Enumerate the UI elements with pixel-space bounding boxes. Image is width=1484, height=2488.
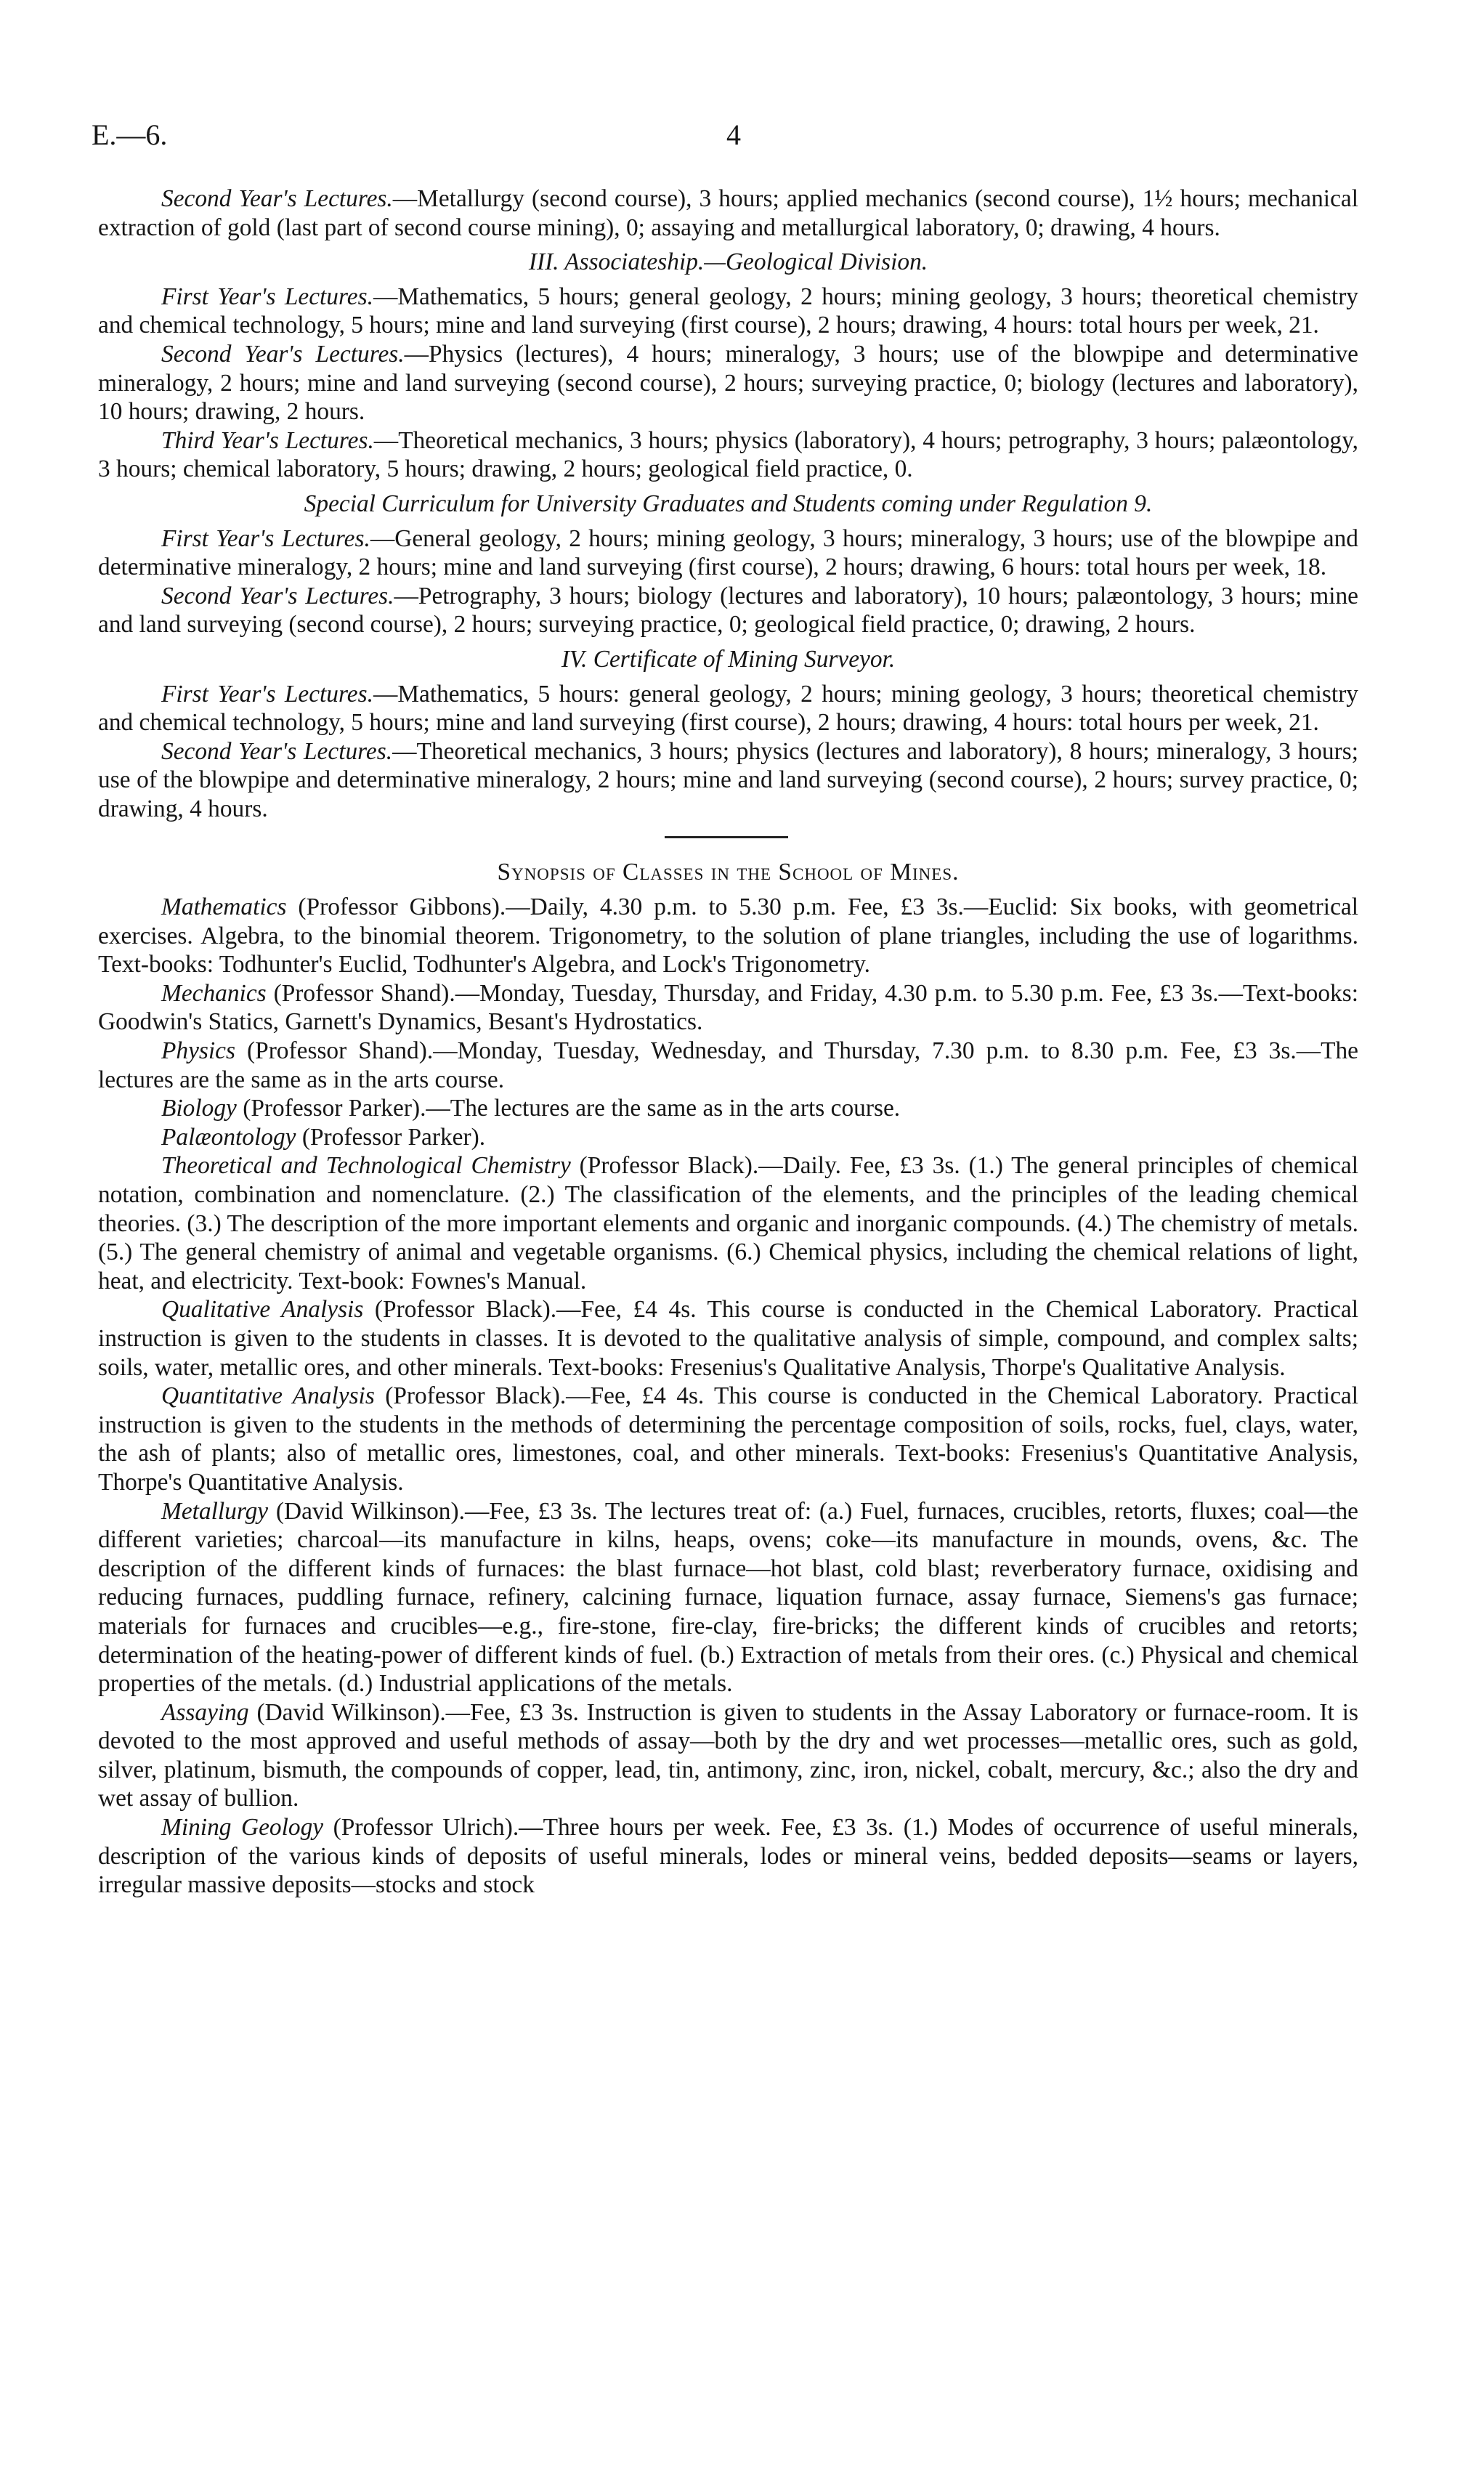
paragraph-text: —Physics (lectures), 4 hours; mineralogy, 3 hours; use of the blowpipe and determinative mineralogy, 2 hours; mine and land surveying (second course), 2 hours; surveying practice, 0; biology (lectures and laboratory), 10 hours; drawing, 2 hours.: [98, 340, 1358, 426]
text-column: [98, 185, 1358, 1900]
class-description: (David Wilkinson).—Fee, £3 3s. Instruction is given to students in the Assay Laboratory or furnace-room. It is devoted to the most approved and useful methods of assay—both by the dry and wet processes—metallic ores, such as gold, silver, platinum, bismuth, the compounds of copper, lead, tin, antimony, zinc, iron, nickel, cobalt, mercury, &c.; also the dry and wet assay of bullion.: [98, 1698, 1358, 1812]
section-heading-special-curriculum: Special Curriculum for University Graduates and Students coming under Regulation 9.: [304, 490, 1153, 517]
class-description: (Professor Black).—Daily. Fee, £3 3s. (1.) The general principles of chemical notation, combination and nomenclature. (2.) The classification of the elements, and the principles of the leading chemical theories. (3.) The description of the more important elements and organic and inorganic compounds. (4.) The chemistry of metals. (5.) The general chemistry of animal and vegetable organisms. (6.) Chemical physics, including the chemical relations of light, heat, and electricity. Text-book: Fownes's Manual.: [98, 1152, 1358, 1294]
class-entry-biology: [98, 1094, 1358, 1123]
class-name: Qualitative Analysis: [161, 1296, 364, 1324]
paragraph-label: Second Year's Lectures.: [161, 340, 405, 368]
class-description: (Professor Shand).—Monday, Tuesday, Wednesday, and Thursday, 7.30 p.m. to 8.30 p.m. Fee, £3 3s.—The lectures are the same as in the arts course.: [98, 1037, 1358, 1093]
class-description: (Professor Black).—Fee, £4 4s. This course is conducted in the Chemical Laboratory. Practical instruction is given to the students in classes. It is devoted to the qualitative analysis of simple, compound, and complex salts; soils, water, metallic ores, and other minerals. Text-books: Fresenius's Qualitative Analysis, Thorpe's Qualitative Analysis.: [98, 1296, 1359, 1381]
paragraph-assoc-second-year: [98, 185, 1358, 242]
paragraph-surveyor-first-year: [98, 680, 1358, 737]
paragraph-text: —Theoretical mechanics, 3 hours; physics (laboratory), 4 hours; petrography, 3 hours; palæontology, 3 hours; chemical laboratory, 5 hours; drawing, 2 hours; geological field practice, 0.: [98, 426, 1358, 483]
paragraph-special-first-year: [98, 524, 1358, 582]
class-entry-quantitative-analysis: [98, 1382, 1358, 1496]
paragraph-label: First Year's Lectures.: [161, 524, 370, 552]
paragraph-text: —General geology, 2 hours; mining geology, 3 hours; mineralogy, 3 hours; use of the blowpipe and determinative mineralogy, 2 hours; mine and land surveying (first course), 2 hours; drawing, 6 hours: total hours per week, 18.: [98, 524, 1358, 581]
paragraph-label: Second Year's Lectures.: [161, 737, 393, 765]
class-name: Metallurgy: [161, 1497, 269, 1525]
class-name: Mathematics: [161, 894, 287, 921]
class-name: Physics: [161, 1037, 235, 1065]
paragraph-label: Third Year's Lectures.: [161, 426, 374, 454]
paragraph-label: First Year's Lectures.: [161, 680, 373, 708]
class-entry-mining-geology: [98, 1813, 1358, 1900]
class-description: (Professor Ulrich).—Three hours per week. Fee, £3 3s. (1.) Modes of occurrence of useful minerals, description of the various kinds of deposits of useful minerals, lodes or mineral veins, bedded deposits—seams or layers, irregular massive deposits—stocks and stock: [98, 1814, 1359, 1899]
class-name: Biology: [161, 1095, 237, 1122]
class-description: (Professor Parker).: [296, 1123, 486, 1151]
paragraph-label: Second Year's Lectures.: [161, 185, 393, 212]
paragraph-geo-first-year: [98, 283, 1358, 340]
paragraph-geo-second-year: [98, 340, 1358, 426]
paragraph-geo-third-year: [98, 426, 1358, 484]
class-entry-mathematics: [98, 893, 1358, 979]
paragraph-text: —Theoretical mechanics, 3 hours; physics (lectures and laboratory), 8 hours; mineralogy, 3 hours; use of the blowpipe and determinative mineralogy, 2 hours; mine and land surveying (second course), 2 hours; survey practice, 0; drawing, 4 hours.: [98, 737, 1358, 822]
class-entry-palaeontology: [98, 1123, 1358, 1152]
class-name: Theoretical and Technological Chemistry: [161, 1152, 571, 1180]
class-description: (Professor Shand).—Monday, Tuesday, Thursday, and Friday, 4.30 p.m. to 5.30 p.m. Fee, £3 3s.—Text-books: Goodwin's Statics, Garnett's Dynamics, Besant's Hydrostatics.: [98, 979, 1358, 1036]
class-entry-assaying: [98, 1698, 1358, 1813]
class-name: Mining Geology: [161, 1814, 324, 1841]
paragraph-label: First Year's Lectures.: [161, 283, 373, 310]
paragraph-text: —Mathematics, 5 hours: general geology, 2 hours; mining geology, 3 hours; theoretical chemistry and chemical technology, 5 hours; mine and land surveying (first course), 2 hours; drawing, 4 hours: total hours per week, 21.: [98, 680, 1359, 737]
class-name: Mechanics: [161, 979, 267, 1007]
class-description: (Professor Parker).—The lectures are the same as in the arts course.: [236, 1095, 901, 1122]
paragraph-label: Second Year's Lectures.: [161, 582, 394, 609]
paragraph-special-second-year: [98, 582, 1358, 639]
page-number: 4: [726, 118, 741, 151]
class-entry-metallurgy: [98, 1497, 1358, 1698]
paragraph-text: —Petrography, 3 hours; biology (lectures and laboratory), 10 hours; palæontology, 3 hours; mine and land surveying (second course), 2 hours; surveying practice, 0; geological field practice, 0; drawing, 2 hours.: [98, 582, 1358, 639]
class-description: (Professor Gibbons).—Daily, 4.30 p.m. to 5.30 p.m. Fee, £3 3s.—Euclid: Six books, with geometrical exercises. Algebra, to the binomial theorem. Trigonometry, to the solution of plane triangles, including the use of logarithms. Text-books: Todhunter's Euclid, Todhunter's Algebra, and Lock's Trigonometry.: [98, 894, 1358, 978]
class-name: Palæontology: [161, 1123, 296, 1151]
class-entry-qualitative-analysis: [98, 1295, 1358, 1382]
section-heading-mining-surveyor: IV. Certificate of Mining Surveyor.: [561, 645, 896, 673]
divider: [98, 823, 1358, 852]
paragraph-text: —Metallurgy (second course), 3 hours; applied mechanics (second course), 1½ hours; mechanical extraction of gold (last part of second course mining), 0; assaying and metallurgical laboratory, 0; drawing, 4 hours.: [98, 185, 1358, 241]
class-entry-mechanics: [98, 979, 1358, 1037]
section-heading-synopsis: Synopsis of Classes in the School of Mines.: [497, 859, 960, 886]
class-entry-chemistry: [98, 1151, 1358, 1295]
class-name: Assaying: [161, 1698, 249, 1726]
class-description: (David Wilkinson).—Fee, £3 3s. The lectures treat of: (a.) Fuel, furnaces, crucibles, retorts, fluxes; coal—the different varieties; charcoal—its manufacture in kilns, heaps, ovens; coke—its manufacture in mounds, ovens, &c. The description of the different kinds of furnaces: the blast furnace—hot blast, cold blast; reverberatory furnace, oxidising and reducing furnaces, puddling furnace, refinery, calcining furnace, liquation furnace, assay furnace, Siemens's gas furnace; materials for furnaces and crucibles—e.g., fire-stone, fire-clay, fire-bricks; the different kinds of crucibles and retorts; determination of the heating-power of different kinds of fuel. (b.) Extraction of metals from their ores. (c.) Physical and chemical properties of the metals. (d.) Industrial applications of the metals.: [98, 1497, 1358, 1698]
class-name: Quantitative Analysis: [161, 1382, 375, 1410]
class-entry-physics: [98, 1037, 1358, 1094]
paragraph-surveyor-second-year: [98, 737, 1358, 824]
paragraph-text: —Mathematics, 5 hours; general geology, 2 hours; mining geology, 3 hours; theoretical chemistry and chemical technology, 5 hours; mine and land surveying (first course), 2 hours; drawing, 4 hours: total hours per week, 21.: [98, 283, 1359, 339]
class-description: (Professor Black).—Fee, £4 4s. This course is conducted in the Chemical Laboratory. Practical instruction is given to the students in the methods of determining the percentage composition of soils, rocks, fuel, clays, water, the ash of plants; also of metallic ores, limestones, coal, and other minerals. Text-books: Fresenius's Quantitative Analysis, Thorpe's Quantitative Analysis.: [98, 1382, 1358, 1496]
section-heading-geological-division: III. Associateship.—Geological Division.: [528, 248, 928, 276]
document-reference: E.—6.: [92, 118, 168, 151]
